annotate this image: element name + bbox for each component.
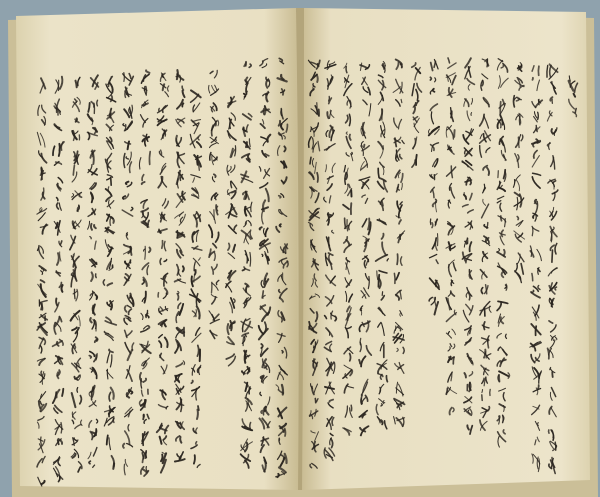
brush-stroke bbox=[145, 246, 146, 259]
brush-stroke bbox=[533, 216, 534, 218]
brush-stroke bbox=[282, 385, 283, 395]
brush-stroke bbox=[532, 228, 533, 236]
brush-stroke bbox=[538, 66, 539, 75]
brush-stroke bbox=[107, 435, 108, 444]
brush-stroke bbox=[91, 224, 92, 230]
brush-stroke bbox=[110, 218, 111, 225]
brush-stroke bbox=[394, 273, 395, 283]
brush-stroke bbox=[504, 154, 505, 156]
brush-stroke bbox=[451, 108, 452, 114]
brush-stroke bbox=[180, 437, 181, 443]
brush-stroke bbox=[346, 67, 347, 73]
brush-stroke bbox=[195, 270, 196, 275]
brush-stroke bbox=[471, 113, 472, 116]
brush-stroke bbox=[504, 250, 505, 256]
brush-stroke bbox=[61, 285, 62, 292]
brush-stroke bbox=[329, 96, 330, 101]
brush-stroke bbox=[555, 442, 556, 450]
brush-stroke bbox=[351, 153, 352, 155]
brush-stroke bbox=[401, 99, 402, 102]
brush-stroke bbox=[75, 346, 76, 349]
brush-stroke bbox=[143, 434, 144, 446]
brush-stroke bbox=[574, 94, 576, 97]
brush-stroke bbox=[196, 442, 197, 444]
brush-stroke bbox=[382, 201, 383, 206]
brush-stroke bbox=[73, 166, 74, 176]
brush-stroke bbox=[148, 220, 149, 225]
brush-stroke bbox=[361, 399, 362, 405]
brush-stroke bbox=[514, 96, 515, 107]
brush-stroke bbox=[262, 254, 263, 256]
brush-stroke bbox=[197, 410, 198, 419]
brush-stroke bbox=[107, 369, 108, 379]
brush-stroke bbox=[149, 152, 150, 165]
brush-stroke bbox=[538, 385, 539, 389]
brush-stroke bbox=[470, 181, 471, 185]
brush-stroke bbox=[503, 415, 504, 422]
brush-stroke bbox=[538, 112, 539, 119]
brush-stroke bbox=[183, 266, 184, 271]
brush-stroke bbox=[197, 156, 198, 165]
brush-stroke bbox=[484, 322, 485, 330]
brush-stroke bbox=[378, 168, 379, 177]
brush-stroke bbox=[141, 379, 142, 388]
brush-stroke bbox=[416, 155, 417, 165]
brush-stroke bbox=[124, 73, 125, 82]
brush-stroke bbox=[386, 376, 387, 382]
brush-stroke bbox=[262, 291, 263, 298]
brush-stroke bbox=[162, 241, 163, 249]
brush-stroke bbox=[430, 77, 431, 80]
brush-stroke bbox=[482, 390, 483, 393]
brush-stroke bbox=[111, 178, 112, 186]
brush-stroke bbox=[488, 340, 489, 348]
brush-stroke bbox=[261, 411, 262, 413]
brush-stroke bbox=[77, 388, 78, 393]
brush-stroke bbox=[532, 274, 533, 281]
brush-stroke bbox=[432, 223, 433, 228]
brush-stroke bbox=[379, 275, 380, 287]
brush-stroke bbox=[265, 279, 266, 282]
brush-stroke bbox=[194, 455, 195, 463]
brush-stroke bbox=[436, 199, 437, 202]
brush-stroke bbox=[470, 329, 471, 334]
brush-stroke bbox=[397, 254, 398, 264]
brush-stroke bbox=[177, 70, 178, 79]
brush-stroke bbox=[547, 66, 548, 78]
brush-stroke bbox=[310, 157, 311, 164]
brush-stroke bbox=[350, 354, 351, 361]
brush-stroke bbox=[74, 289, 75, 298]
brush-stroke bbox=[575, 109, 576, 113]
brush-stroke bbox=[243, 337, 244, 345]
brush-stroke bbox=[487, 59, 488, 67]
brush-stroke bbox=[347, 220, 348, 231]
brush-stroke bbox=[359, 360, 360, 364]
brush-stroke bbox=[317, 173, 318, 182]
brush-stroke bbox=[198, 406, 199, 410]
brush-stroke bbox=[159, 108, 160, 111]
brush-stroke bbox=[97, 100, 98, 106]
brush-stroke bbox=[552, 250, 553, 262]
brush-stroke bbox=[145, 140, 146, 146]
brush-stroke bbox=[246, 286, 247, 292]
brush-stroke bbox=[535, 326, 536, 335]
brush-stroke bbox=[349, 184, 350, 187]
brush-stroke bbox=[281, 110, 282, 116]
brush-stroke bbox=[129, 390, 130, 393]
brush-stroke bbox=[317, 75, 318, 82]
brush-stroke bbox=[76, 81, 77, 88]
brush-stroke bbox=[165, 324, 166, 326]
brush-stroke bbox=[484, 307, 485, 316]
brush-stroke bbox=[364, 145, 365, 148]
brush-stroke bbox=[96, 274, 97, 278]
brush-stroke bbox=[250, 253, 251, 267]
brush-stroke bbox=[280, 224, 281, 226]
brush-stroke bbox=[41, 371, 42, 375]
